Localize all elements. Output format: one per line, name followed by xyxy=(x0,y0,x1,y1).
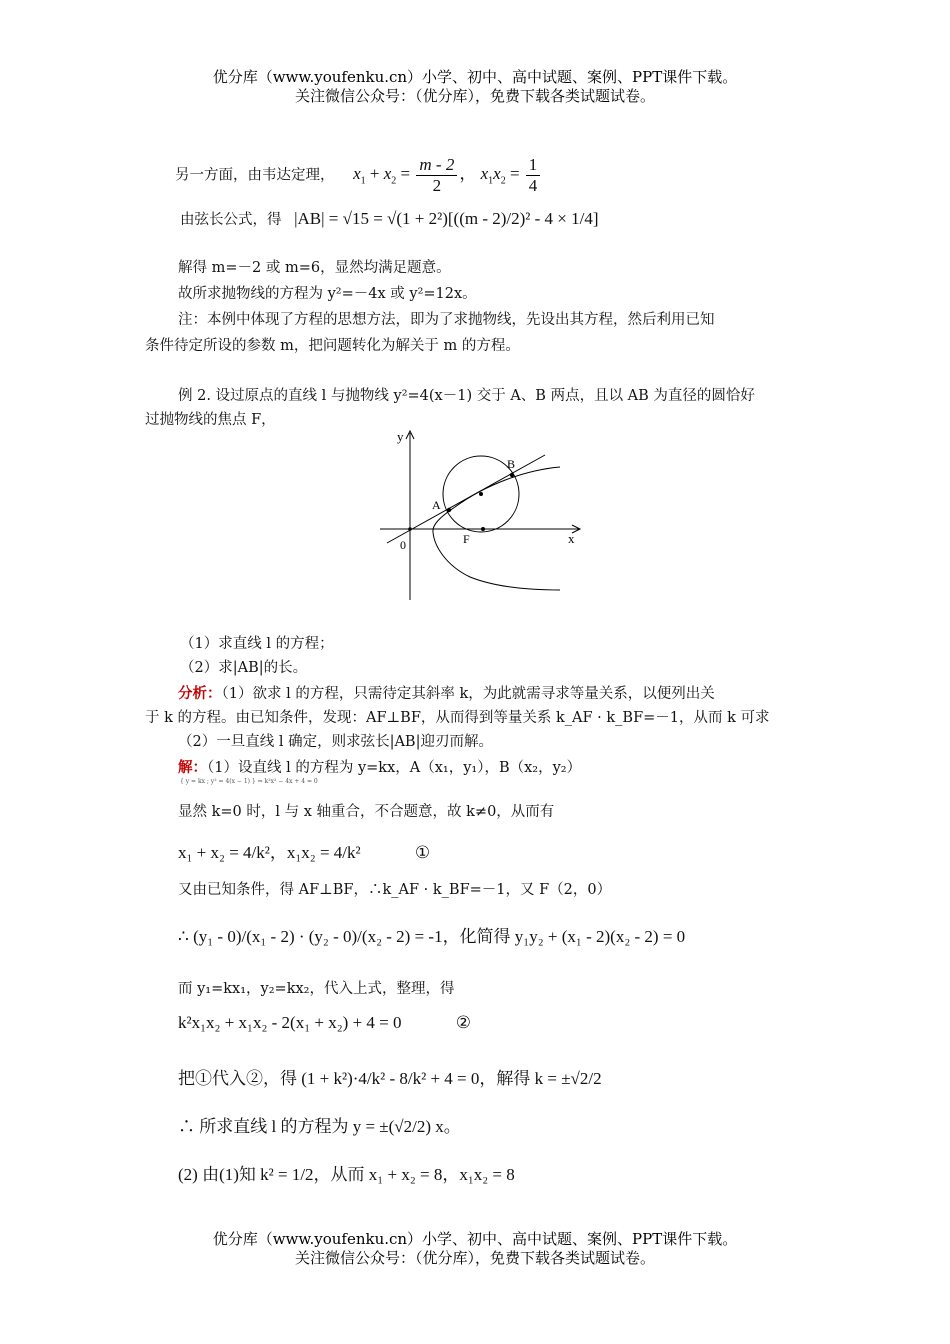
page-header xyxy=(0,68,950,106)
note-line-1: 注：本例中体现了方程的思想方法，即为了求抛物线，先设出其方程，然后利用已知 xyxy=(178,312,715,328)
equation-5: (2) 由(1)知 k² = 1/2，从而 x₁ + x₂ = 8，x₁x₂ = 8 xyxy=(178,1165,515,1184)
analysis-line-1 xyxy=(178,682,848,703)
footer-line-1: 优分库（www.youfenku.cn）小学、初中、高中试题、案例、PPT课件下载。 xyxy=(212,1230,738,1248)
label-f: F xyxy=(463,532,470,546)
vieta-line: 另一方面，由韦达定理， $x_1 + x_2$ = $\frac{m - 2}{2}$ ， $x_1x_2$ = $\frac{1}{4}$ xyxy=(175,155,845,196)
label-x: x xyxy=(568,531,575,546)
point-f xyxy=(481,527,485,531)
solve-m-line: 解得 m=－2 或 m=6，显然均满足题意。 xyxy=(178,260,451,276)
point-origin xyxy=(408,527,412,531)
example2-line-2: 过抛物线的焦点 F， xyxy=(145,412,276,428)
vieta-sum-fraction: $\frac{m - 2}{2}$ xyxy=(416,155,457,196)
analysis-text-1: （1）欲求 l 的方程，只需待定其斜率 k，为此就需寻求等量关系，以便列出关 xyxy=(221,686,715,702)
solution-line-4: 而 y₁=kx₁，y₂=kx₂，代入上式，整理，得 xyxy=(178,981,455,997)
vieta-intro: 另一方面，由韦达定理， xyxy=(175,167,335,184)
system-equation-small: { y = kx ; y² = 4(x − 1) } ⇒ k²x² − 4x + 4 = 0 xyxy=(180,778,318,785)
question-1: （1）求直线 l 的方程； xyxy=(180,636,334,652)
question-2: （2）求|AB|的长。 xyxy=(180,660,308,676)
page-footer xyxy=(0,1230,950,1268)
vieta-product-fraction: $\frac{1}{4}$ xyxy=(526,155,541,196)
point-b xyxy=(510,473,514,477)
header-line-2: 关注微信公众号：（优分库），免费下载各类试题试卷。 xyxy=(294,87,655,105)
analysis-line-3: （2）一旦直线 l 确定，则求弦长|AB|迎刃而解。 xyxy=(178,734,493,750)
analysis-label: 分析： xyxy=(178,685,222,702)
header-line-1: 优分库（www.youfenku.cn）小学、初中、高中试题、案例、PPT课件下载。 xyxy=(212,68,738,86)
point-center xyxy=(479,492,483,496)
note-line-2: 条件待定所设的参数 m，把问题转化为解关于 m 的方程。 xyxy=(145,338,520,354)
label-a: A xyxy=(432,498,441,512)
equation-1-tag: ① xyxy=(414,843,431,862)
solution-line-1 xyxy=(178,756,848,777)
parabola-circle-figure xyxy=(375,425,590,605)
solution-text-1: （1）设直线 l 的方程为 y=kx，A（x₁，y₁），B（x₂，y₂） xyxy=(207,760,582,776)
label-y: y xyxy=(397,429,404,444)
solution-line-3: 又由已知条件，得 AF⊥BF，∴k_AF · k_BF=－1，又 F（2，0） xyxy=(178,882,612,898)
solution-label: 解： xyxy=(178,759,207,776)
chord-intro: 由弦长公式，得 xyxy=(180,212,282,228)
equation-1 xyxy=(178,838,848,863)
equation-slope: ∴ (y₁ - 0)/(x₁ - 2) · (y₂ - 0)/(x₂ - 2) = -1，化简得 y₁y₂ + (x₁ - 2)(x₂ - 2) = 0 xyxy=(178,927,686,946)
label-b: B xyxy=(507,457,516,471)
answer-line: 故所求抛物线的方程为 y²=－4x 或 y²=12x。 xyxy=(178,286,477,302)
equation-2-tag: ② xyxy=(455,1013,471,1032)
equation-2-text: k²x₁x₂ + x₁x₂ - 2(x₁ + x₂) + 4 = 0 xyxy=(178,1013,402,1032)
footer-line-2: 关注微信公众号：（优分库），免费下载各类试题试卷。 xyxy=(294,1249,655,1267)
equation-4: ∴ 所求直线 l 的方程为 y = ±(√2/2) x。 xyxy=(178,1117,461,1136)
example2-line-1: 例 2. 设过原点的直线 l 与抛物线 y²=4(x－1) 交于 A、B 两点，且以 AB 为直径的圆恰好 xyxy=(178,388,755,404)
chord-length-line xyxy=(180,208,850,229)
equation-2 xyxy=(178,1013,848,1033)
equation-3: 把①代入②，得 (1 + k²)·4/k² - 8/k² + 4 = 0，解得 k = ±√2/2 xyxy=(178,1069,602,1088)
solution-line-2: 显然 k=0 时，l 与 x 轴重合，不合题意，故 k≠0，从而有 xyxy=(178,804,555,820)
chord-formula: |AB| = √15 = √(1 + 2²)[((m - 2)/2)² - 4 × 1/4] xyxy=(294,209,599,228)
point-a xyxy=(447,508,451,512)
label-origin: 0 xyxy=(400,538,406,552)
equation-1-text: x₁ + x₂ = 4/k²，x₁x₂ = 4/k² xyxy=(178,843,361,862)
analysis-line-2: 于 k 的方程。由已知条件，发现：AF⊥BF，从而得到等量关系 k_AF · k_BF=－1，从而 k 可求 xyxy=(145,710,770,726)
